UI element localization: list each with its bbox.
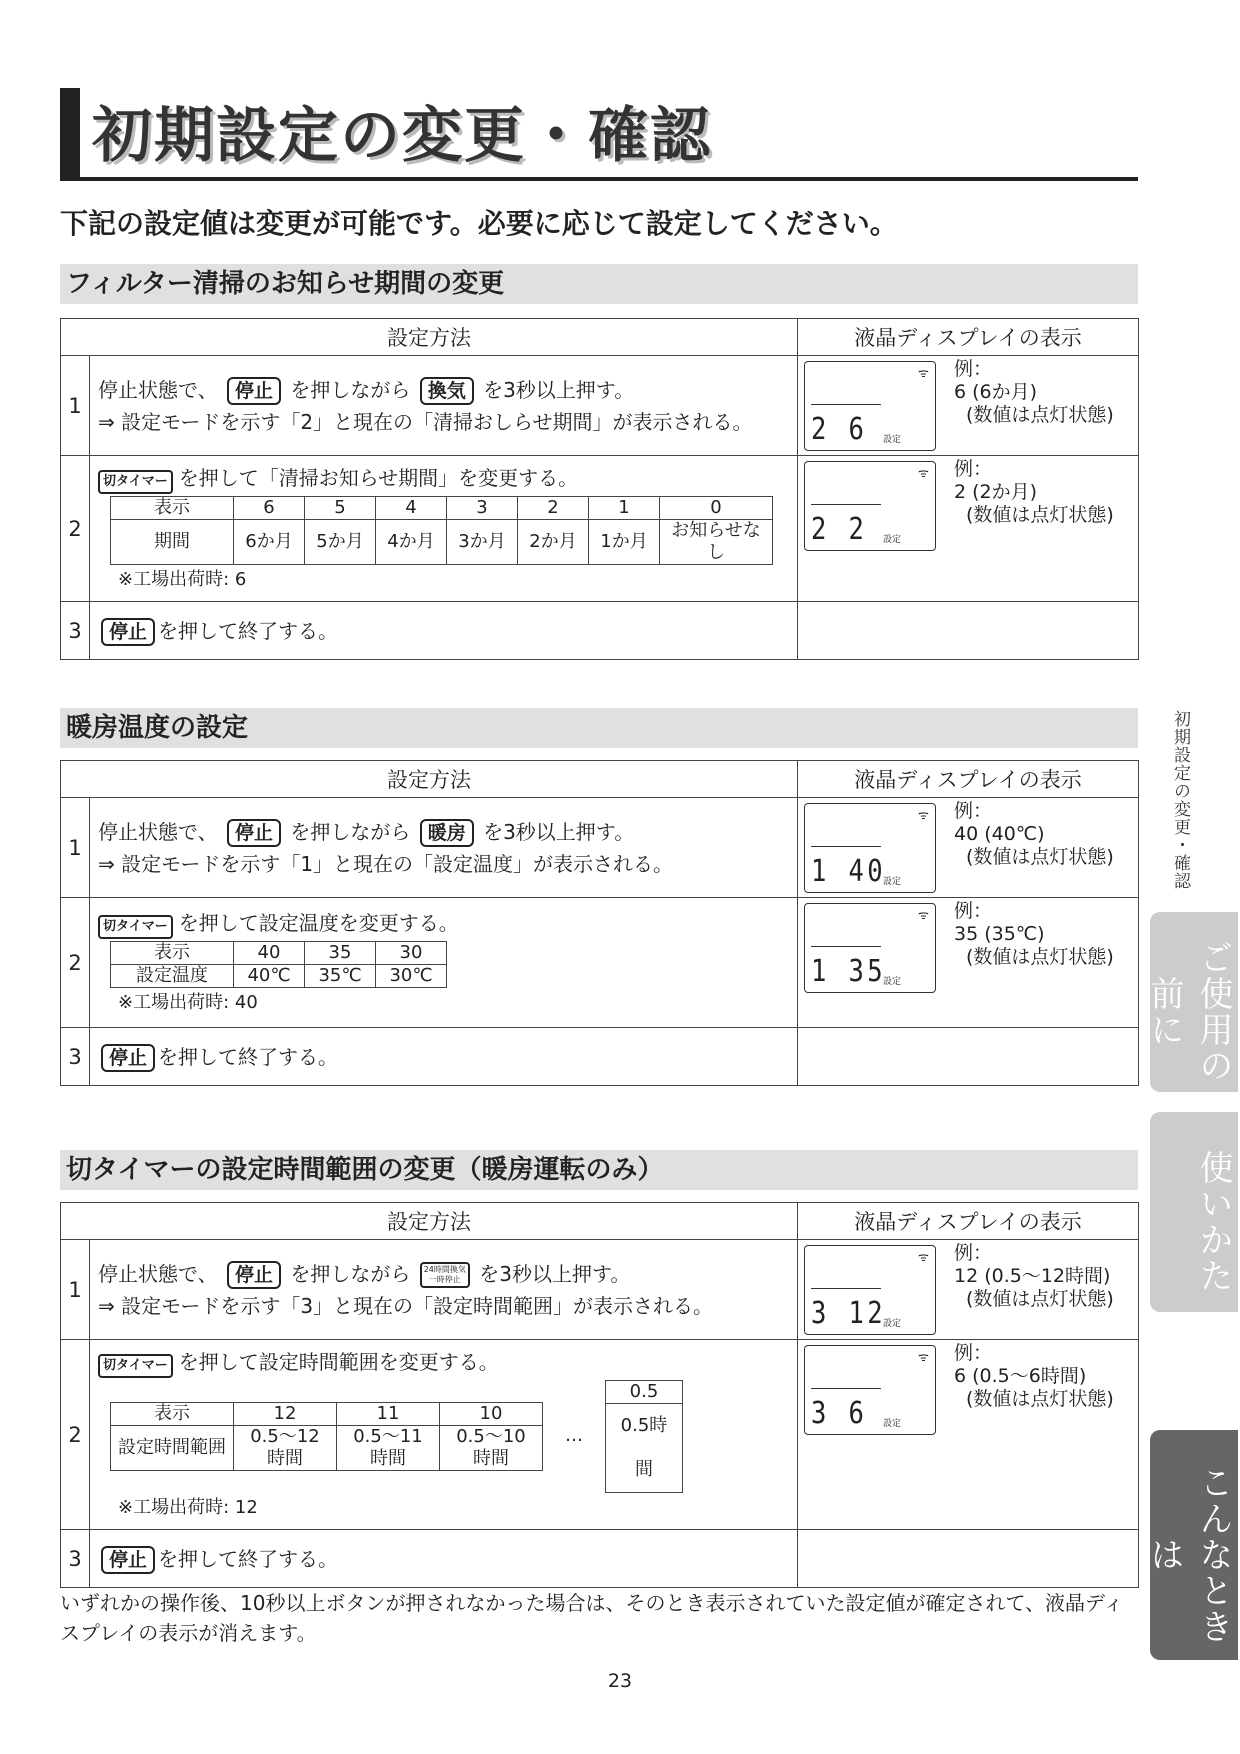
step-3: 停止 を押して終了する。 — [90, 1028, 798, 1086]
lcd-digits: 2 6 — [811, 412, 868, 447]
stop-button: 停止 — [101, 1546, 155, 1574]
step-2: 切タイマー を押して「清掃お知らせ期間」を変更する。 表示 6 5 4 3 2 1 0 期間 6か月 5か月 4か月 3か月 2か月 1か月 お知らせなし ※工場出荷時: 6 — [90, 456, 798, 602]
vent24-button: 24時間換気 一時停止 — [420, 1262, 470, 1288]
lcd-display: ᯤ 1 40 設定 — [804, 803, 936, 893]
step-2: 切タイマー を押して設定温度を変更する。 表示 40 35 30 設定温度 40℃ 35℃ 30℃ ※工場出荷時: 40 — [90, 898, 798, 1028]
value-table: 表示 12 11 10 設定時間範囲 0.5～12 時間 0.5～11 時間 0.5～10 時間 — [110, 1402, 543, 1471]
factory-note: ※工場出荷時: 6 — [118, 569, 247, 590]
footer-note: いずれかの操作後、10秒以上ボタンが押されなかった場合は、そのとき表示されていた設定値が確定されて、液晶ディスプレイの表示が消えます。 — [60, 1591, 1124, 1645]
vent-button: 換気 — [420, 377, 474, 405]
lcd-example: 例： 6 (6か月) (数値は点灯状態) — [954, 358, 1114, 426]
title-rule — [60, 177, 1138, 181]
header-method: 設定方法 — [61, 319, 798, 356]
settings-table-heat: 設定方法 液晶ディスプレイの表示 1 停止状態で、 停止 を押しながら 暖房 を3秒以上押す。 ⇒ 設定モードを示す「1」と現在の「設定温度」が表示される。 ᯤ 1 40 設定 例： 40 (40℃) (数値は点灯状態) 2 切タイマー を押して設定温度を変更する。 表示 40 35 30 設定温度 40℃ 35℃ 30℃ ※工場出荷時: 40 ᯤ 1 35 設定 例： 35 (35℃) (数値は点灯状態) 3 停止 を押して終了する。 — [60, 760, 1139, 1086]
section-heading-filter: フィルター清掃のお知らせ期間の変更 — [60, 264, 1138, 304]
lcd-display: ᯤ 1 35 設定 — [804, 903, 936, 993]
wifi-icon: ᯤ — [918, 908, 929, 922]
factory-note: ※工場出荷時: 12 — [118, 1497, 258, 1518]
step-2: 切タイマー を押して設定時間範囲を変更する。 表示 12 11 10 設定時間範囲 0.5～12 時間 0.5～11 時間 0.5～10 時間 … 0.5 0.5時間 ※工場出荷時: 12 — [90, 1340, 798, 1530]
lcd-display: ᯤ 2 2 設定 — [804, 461, 936, 551]
timer-button: 切タイマー — [98, 915, 173, 939]
timer-button: 切タイマー — [98, 470, 173, 494]
side-tab-troubleshooting[interactable]: こんなときは — [1150, 1430, 1238, 1660]
step-3: 停止 を押して終了する。 — [90, 1530, 798, 1588]
wifi-icon: ᯤ — [918, 1250, 929, 1264]
settings-table-timer: 設定方法 液晶ディスプレイの表示 1 停止状態で、 停止 を押しながら 24時間換気 一時停止 を3秒以上押す。 ⇒ 設定モードを示す「3」と現在の「設定時間範囲」が表示される。 ᯤ 3 12 設定 例： 12 (0.5～12時間) (数値は点灯状態) 2 切タイマー を押して設定時間範囲を変更する。 表示 12 11 10 設定時間範囲 0.5～12 時間 0.5～11 時間 0.5～10 時間 … 0.5 0.5時間 ※工場出荷時: 12 ᯤ 3 6 設定 例： 6 (0.5～6時間) (数値は点灯状態) 3 停止 を押して終了する。 — [60, 1202, 1139, 1588]
stop-button: 停止 — [227, 819, 281, 847]
lcd-cell — [798, 356, 1139, 456]
step-1: 停止状態で、 停止 を押しながら 換気 を3秒以上押す。 ⇒ 設定モードを示す「2」と現在の「清掃おしらせ期間」が表示される。 — [90, 356, 798, 456]
heat-button: 暖房 — [420, 819, 474, 847]
lcd-display: ᯤ 3 6 設定 — [804, 1345, 936, 1435]
wifi-icon: ᯤ — [918, 1350, 929, 1364]
lcd-example: 例： 35 (35℃) (数値は点灯状態) — [954, 900, 1114, 968]
lcd-example: 例： 40 (40℃) (数値は点灯状態) — [954, 800, 1114, 868]
page-title: 初期設定の変更・確認 — [92, 101, 712, 171]
settings-table-filter: 設定方法 液晶ディスプレイの表示 1 停止状態で、 停止 を押しながら 換気 を3秒以上押す。 ⇒ 設定モードを示す「2」と現在の「清掃おしらせ期間」が表示される。 ᯤ 2 6 設定 例： 6 (6か月) (数値は点灯状態) 2 切タイマー を押して「清掃お知らせ期間」を変更する。 表示 6 5 4 3 2 1 0 期間 6か月 5か月 4か月 3か月 2か月 1か月 お知らせなし ※工場出荷時: 6 ᯤ 2 2 設定 例： 2 (2か月) (数値は点灯状態) 3 停止 を押して終了する。 — [60, 318, 1139, 660]
lcd-example: 例： 2 (2か月) (数値は点灯状態) — [954, 458, 1114, 526]
wifi-icon: ᯤ — [918, 366, 929, 380]
factory-note: ※工場出荷時: 40 — [118, 992, 258, 1013]
step-3: 停止 を押して終了する。 — [90, 602, 798, 660]
lcd-example: 例： 6 (0.5～6時間) (数値は点灯状態) — [954, 1342, 1114, 1410]
step-1: 停止状態で、 停止 を押しながら 暖房 を3秒以上押す。 ⇒ 設定モードを示す「1」と現在の「設定温度」が表示される。 — [90, 798, 798, 898]
wifi-icon: ᯤ — [918, 466, 929, 480]
stop-button: 停止 — [227, 1261, 281, 1289]
section-heading-timer: 切タイマーの設定時間範囲の変更（暖房運転のみ） — [60, 1150, 1138, 1190]
lcd-example: 例： 12 (0.5～12時間) (数値は点灯状態) — [954, 1242, 1114, 1310]
lcd-display: ᯤ 3 12 設定 — [804, 1245, 936, 1335]
intro-text: 下記の設定値は変更が可能です。必要に応じて設定してください。 — [60, 207, 898, 240]
step-1: 停止状態で、 停止 を押しながら 24時間換気 一時停止 を3秒以上押す。 ⇒ 設定モードを示す「3」と現在の「設定時間範囲」が表示される。 — [90, 1240, 798, 1340]
title-bar — [60, 88, 80, 178]
timer-button: 切タイマー — [98, 1354, 173, 1378]
side-tab-how-to-use[interactable]: 使いかた — [1150, 1112, 1238, 1312]
side-current-section: 初期設定の変更・確認 — [1170, 710, 1190, 890]
value-table-last: 0.5 0.5時間 — [605, 1380, 683, 1493]
value-table: 表示 40 35 30 設定温度 40℃ 35℃ 30℃ — [110, 941, 447, 988]
stop-button: 停止 — [101, 1044, 155, 1072]
wifi-icon: ᯤ — [918, 808, 929, 822]
section-heading-heat: 暖房温度の設定 — [60, 708, 1138, 748]
page-number: 23 — [607, 1670, 633, 1692]
header-display: 液晶ディスプレイの表示 — [798, 319, 1139, 356]
side-tab-before-use[interactable]: ご使用の前に — [1150, 912, 1238, 1092]
stop-button: 停止 — [227, 377, 281, 405]
lcd-display: ᯤ 2 6 設定 — [804, 361, 936, 451]
value-table: 表示 6 5 4 3 2 1 0 期間 6か月 5か月 4か月 3か月 2か月 1か月 お知らせなし — [110, 496, 773, 565]
stop-button: 停止 — [101, 618, 155, 646]
